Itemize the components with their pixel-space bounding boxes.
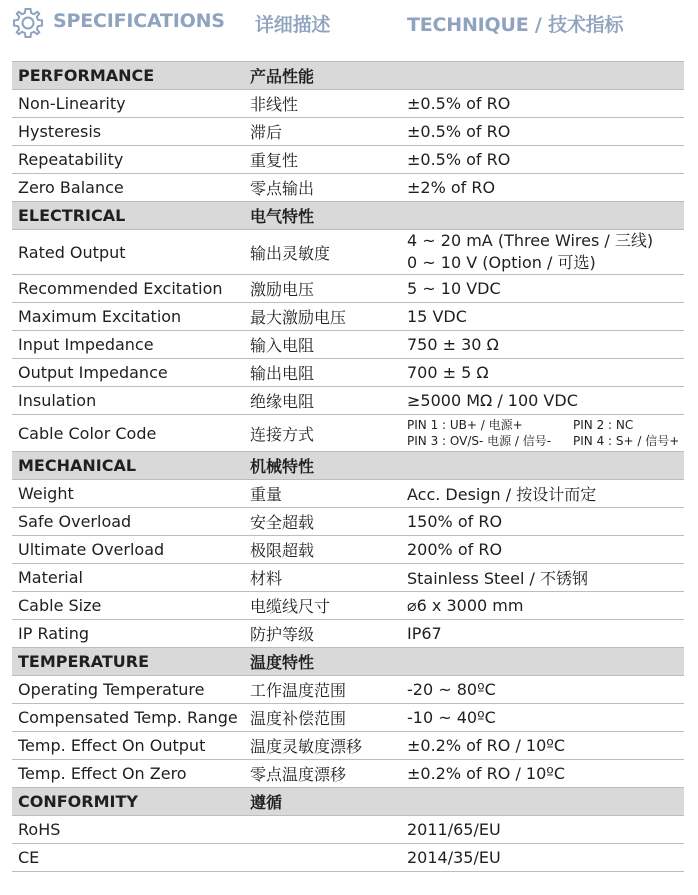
spec-name: Repeatability (12, 146, 244, 174)
spec-value: 15 VDC (401, 303, 684, 331)
spec-name: RoHS (12, 816, 244, 844)
spec-name-cn: 连接方式 (244, 415, 401, 452)
spec-name: Material (12, 564, 244, 592)
pin-grid (407, 417, 684, 449)
table-row (12, 118, 684, 146)
spec-name-cn: 温度灵敏度漂移 (244, 732, 401, 760)
table-row (12, 508, 684, 536)
table-row (12, 387, 684, 415)
spec-name-cn: 安全超载 (244, 508, 401, 536)
section-performance (12, 62, 684, 90)
spec-value: ±0.5% of RO (401, 90, 684, 118)
spec-name-cn: 防护等级 (244, 620, 401, 648)
section-label-cn: 遵循 (244, 788, 401, 816)
table-row (12, 704, 684, 732)
section-label-cn: 温度特性 (244, 648, 401, 676)
spec-name: Zero Balance (12, 174, 244, 202)
spec-name-cn: 非线性 (244, 90, 401, 118)
spec-name: Safe Overload (12, 508, 244, 536)
pin-3: PIN 3 : OV/S- 电源 / 信号- (407, 434, 552, 448)
spec-name: Ultimate Overload (12, 536, 244, 564)
table-row (12, 480, 684, 508)
spec-value: ±0.2% of RO / 10ºC (401, 732, 684, 760)
table-row (12, 174, 684, 202)
spec-value: ±0.5% of RO (401, 118, 684, 146)
spec-name-cn: 激励电压 (244, 275, 401, 303)
spec-name: Operating Temperature (12, 676, 244, 704)
table-row (12, 146, 684, 174)
section-label-cn: 产品性能 (244, 62, 401, 90)
section-conformity (12, 788, 684, 816)
spec-value (401, 230, 684, 275)
table-row (12, 275, 684, 303)
section-mechanical (12, 452, 684, 480)
spec-name-cn (244, 844, 401, 872)
spec-name-cn: 重量 (244, 480, 401, 508)
section-label: TEMPERATURE (12, 648, 244, 676)
spec-name-cn: 输出电阻 (244, 359, 401, 387)
spec-value: Acc. Design / 按设计而定 (401, 480, 684, 508)
spec-name-cn: 零点温度漂移 (244, 760, 401, 788)
pin-1: PIN 1 : UB+ / 电源+ (407, 418, 523, 432)
spec-value: ⌀6 x 3000 mm (401, 592, 684, 620)
spec-name-cn: 材料 (244, 564, 401, 592)
table-row (12, 359, 684, 387)
spec-name-cn: 温度补偿范围 (244, 704, 401, 732)
spec-value: 150% of RO (401, 508, 684, 536)
spec-name-cn: 工作温度范围 (244, 676, 401, 704)
spec-value: -10 ~ 40ºC (401, 704, 684, 732)
table-row (12, 564, 684, 592)
spec-value: 2011/65/EU (401, 816, 684, 844)
spec-name: Insulation (12, 387, 244, 415)
title-technique: TECHNIQUE / 技术指标 (407, 14, 624, 36)
spec-name-cn: 重复性 (244, 146, 401, 174)
table-row (12, 844, 684, 872)
section-label-cn: 电气特性 (244, 202, 401, 230)
spec-value: 5 ~ 10 VDC (401, 275, 684, 303)
spec-name-cn: 滞后 (244, 118, 401, 146)
spec-name-cn: 输出灵敏度 (244, 230, 401, 275)
spec-name: Output Impedance (12, 359, 244, 387)
gear-icon (12, 7, 44, 39)
pin-2: PIN 2 : NC (573, 418, 634, 432)
section-electrical (12, 202, 684, 230)
spec-name-cn: 电缆线尺寸 (244, 592, 401, 620)
spec-value: ±0.2% of RO / 10ºC (401, 760, 684, 788)
table-row (12, 536, 684, 564)
spec-value: 700 ± 5 Ω (401, 359, 684, 387)
spec-name: Maximum Excitation (12, 303, 244, 331)
section-label: MECHANICAL (12, 452, 244, 480)
section-label: PERFORMANCE (12, 62, 244, 90)
section-label-cn: 机械特性 (244, 452, 401, 480)
spec-value: ±2% of RO (401, 174, 684, 202)
title-chinese: 详细描述 (255, 14, 331, 36)
rated-output-line-1: 4 ~ 20 mA (Three Wires / 三线) (407, 231, 654, 250)
spec-header (0, 0, 698, 48)
spec-name: Rated Output (12, 230, 244, 275)
spec-name: CE (12, 844, 244, 872)
spec-name: Cable Color Code (12, 415, 244, 452)
spec-name: Weight (12, 480, 244, 508)
table-row (12, 415, 684, 452)
table-row (12, 676, 684, 704)
table-row (12, 90, 684, 118)
spec-name: Cable Size (12, 592, 244, 620)
spec-name: Compensated Temp. Range (12, 704, 244, 732)
table-row (12, 816, 684, 844)
section-label: CONFORMITY (12, 788, 244, 816)
pin-4: PIN 4 : S+ / 信号+ (573, 434, 680, 448)
spec-name-cn: 最大激励电压 (244, 303, 401, 331)
table-row (12, 732, 684, 760)
spec-value: 200% of RO (401, 536, 684, 564)
spec-value: ≥5000 MΩ / 100 VDC (401, 387, 684, 415)
spec-value: 750 ± 30 Ω (401, 331, 684, 359)
spec-name: IP Rating (12, 620, 244, 648)
spec-name: Temp. Effect On Zero (12, 760, 244, 788)
title-english: SPECIFICATIONS (53, 10, 225, 32)
spec-value: IP67 (401, 620, 684, 648)
spec-value: Stainless Steel / 不锈钢 (401, 564, 684, 592)
spec-name-cn (244, 816, 401, 844)
rated-output-line-2: 0 ~ 10 V (Option / 可选) (407, 253, 596, 272)
spec-name-cn: 输入电阻 (244, 331, 401, 359)
spec-name-cn: 极限超载 (244, 536, 401, 564)
spec-name: Recommended Excitation (12, 275, 244, 303)
section-label: ELECTRICAL (12, 202, 244, 230)
spec-name: Non-Linearity (12, 90, 244, 118)
specification-table (12, 61, 684, 872)
table-row (12, 303, 684, 331)
spec-name-cn: 绝缘电阻 (244, 387, 401, 415)
spec-name-cn: 零点输出 (244, 174, 401, 202)
spec-name: Hysteresis (12, 118, 244, 146)
spec-name: Input Impedance (12, 331, 244, 359)
table-row (12, 230, 684, 275)
spec-value: -20 ~ 80ºC (401, 676, 684, 704)
table-row (12, 592, 684, 620)
table-row (12, 331, 684, 359)
spec-value: ±0.5% of RO (401, 146, 684, 174)
spec-name: Temp. Effect On Output (12, 732, 244, 760)
table-row (12, 620, 684, 648)
section-temperature (12, 648, 684, 676)
spec-value: 2014/35/EU (401, 844, 684, 872)
spec-value (401, 415, 684, 452)
table-row (12, 760, 684, 788)
